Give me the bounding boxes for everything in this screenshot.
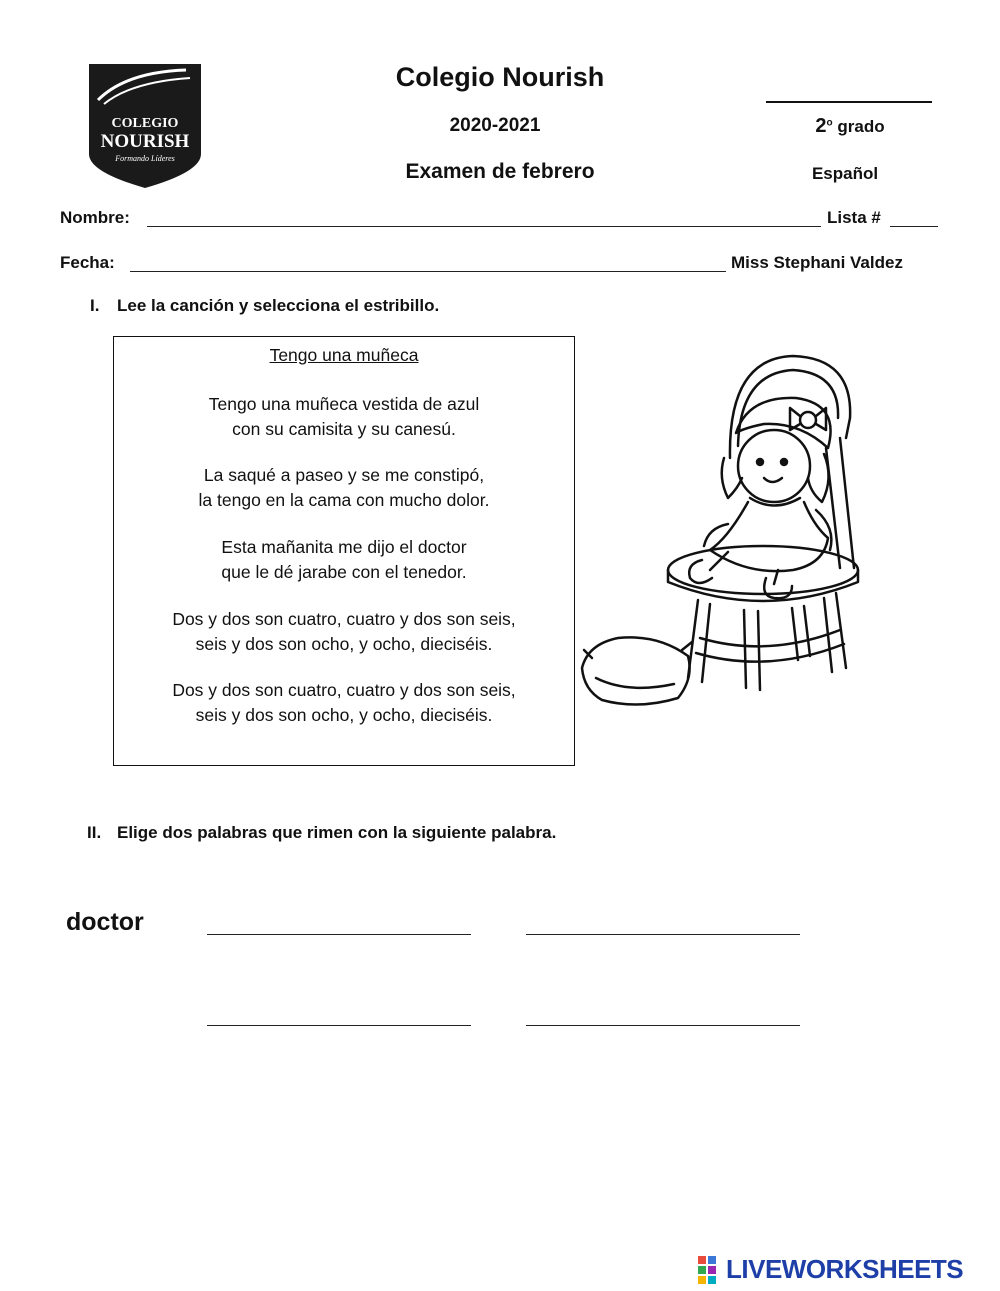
liveworksheets-logo-icon	[698, 1256, 724, 1286]
liveworksheets-watermark	[698, 1254, 998, 1288]
stanza-5[interactable]	[114, 678, 574, 728]
stanza-line: Dos y dos son cuatro, cuatro y dos son seis,	[172, 680, 516, 700]
logo-text-nourish: NOURISH	[100, 131, 190, 152]
stanza-line: seis y dos son ocho, y ocho, dieciséis.	[195, 634, 493, 654]
fecha-field[interactable]	[130, 271, 726, 272]
stanza-line: Dos y dos son cuatro, cuatro y dos son seis,	[172, 609, 516, 629]
stanza-2[interactable]	[114, 463, 574, 513]
doll-on-chair-illustration	[578, 338, 868, 718]
stanza-line: la tengo en la cama con mucho dolor.	[198, 490, 490, 510]
grade-number: 2	[815, 115, 827, 137]
answer-line-3[interactable]	[207, 1025, 471, 1026]
school-title: Colegio Nourish	[395, 62, 605, 92]
lista-field[interactable]	[890, 226, 938, 227]
section1-instruction: Lee la canción y selecciona el estribillo.	[117, 296, 440, 315]
subject-label: Español	[811, 164, 879, 183]
teacher-name: Miss Stephani Valdez	[731, 253, 903, 272]
stanza-line: La saqué a paseo y se me constipó,	[203, 465, 485, 485]
fecha-label: Fecha:	[60, 253, 115, 272]
lista-label: Lista #	[827, 208, 881, 227]
stanza-3[interactable]	[114, 535, 574, 585]
stanza-line: Esta mañanita me dijo el doctor	[221, 537, 467, 557]
exam-title: Examen de febrero	[405, 160, 595, 183]
liveworksheets-text: LIVEWORKSHEETS	[726, 1254, 964, 1284]
stanza-line: que le dé jarabe con el tenedor.	[221, 562, 467, 582]
stanza-1[interactable]	[114, 392, 574, 442]
section2-instruction: Elige dos palabras que rimen con la siguiente palabra.	[117, 823, 557, 842]
stanza-line: Tengo una muñeca vestida de azul	[208, 394, 480, 414]
stanza-4[interactable]	[114, 607, 574, 657]
top-right-line	[766, 101, 932, 103]
stanza-line: seis y dos son ocho, y ocho, dieciséis.	[195, 705, 493, 725]
logo-text-colegio: COLEGIO	[111, 116, 179, 131]
poem-title: Tengo una muñeca	[269, 345, 419, 365]
answer-line-4[interactable]	[526, 1025, 800, 1026]
target-word: doctor	[66, 908, 144, 936]
logo-text-tagline: Formando Líderes	[115, 154, 175, 163]
nombre-label: Nombre:	[60, 208, 130, 227]
school-logo	[86, 62, 204, 190]
section2-numeral: II.	[87, 823, 102, 842]
stanza-line: con su camisita y su canesú.	[232, 419, 456, 439]
nombre-field[interactable]	[147, 226, 821, 227]
section1-numeral: I.	[90, 296, 100, 315]
grade-sup: o	[826, 117, 833, 129]
school-year: 2020-2021	[449, 115, 541, 136]
grade-word: grado	[837, 117, 885, 136]
grade-label	[770, 115, 930, 138]
answer-line-1[interactable]	[207, 934, 471, 935]
answer-line-2[interactable]	[526, 934, 800, 935]
poem-box	[113, 336, 575, 766]
